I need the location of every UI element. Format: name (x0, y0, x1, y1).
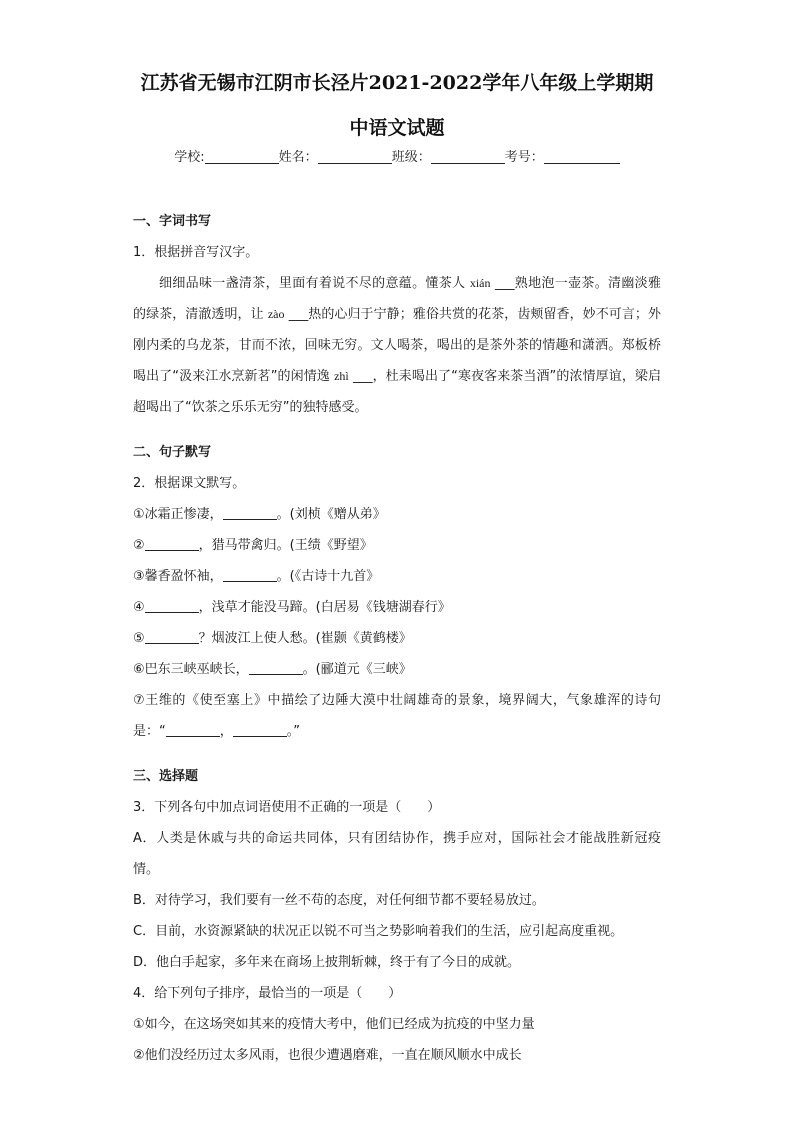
question-4-sentence-2: ②他们没经历过太多风雨，也很少遭遇磨难，一直在顺风顺水中成长 (133, 1048, 522, 1063)
answer-blank[interactable] (145, 598, 199, 613)
passage-text: ___，杜耒喝出了“寒夜客来茶当酒”的浓情厚谊，梁启超喝出了“饮茶之乐乐无穷”的独特感受。 (133, 369, 661, 415)
recite-item-5 (133, 623, 661, 654)
exam-title-line1: 江苏省无锡市江阴市长泾片2021-2022学年八年级上学期期 (140, 72, 654, 94)
item-text: ⑦王维的《使至塞上》中描绘了边陲大漠中壮阔雄奇的景象，境界阔大，气象雄浑的诗句是：“ (133, 693, 661, 739)
recite-item-2 (133, 530, 661, 561)
item-text: 。” (286, 724, 301, 739)
name-label: 姓名： (278, 150, 318, 165)
item-text: ⑤ (133, 631, 145, 646)
question-3-option-a[interactable]: A．人类是休戚与共的命运共同体，只有团结协作，携手应对，国际社会才能战胜新冠疫情。 (133, 831, 661, 877)
recite-item-3 (133, 561, 661, 592)
item-text: ⑥巴东三峡巫峡长， (133, 662, 249, 677)
question-3-stem: 3．下列各句中加点词语使用不正确的一项是（ ） (133, 800, 441, 815)
name-blank[interactable] (318, 149, 392, 164)
question-4-stem: 4．给下列句子排序，最恰当的一项是（ ） (133, 986, 402, 1001)
question-4-sentence-1: ①如今，在这场突如其来的疫情大考中，他们已经成为抗疫的中坚力量 (133, 1017, 535, 1032)
item-text: ② (133, 538, 145, 553)
answer-blank[interactable] (166, 722, 220, 737)
passage-text: ___热的心归于宁静；雅俗共赏的花茶，齿颊留香，妙不可言；外刚内柔的乌龙茶，甘而不浓，回味无穷。文人喝茶，喝出的是茶外茶的情趣和潇洒。郑板桥喝出了“汲来江水烹新茗”的闲情逸 (133, 307, 661, 384)
pinyin-zhi: zhì (334, 369, 349, 383)
item-source: 。(郦道元《三峡》 (302, 662, 412, 677)
pinyin-xian: xián (469, 276, 491, 290)
question-2-stem: 2．根据课文默写。 (133, 476, 246, 491)
number-blank[interactable] (544, 149, 620, 164)
exam-content (133, 206, 661, 1071)
question-3-option-d[interactable]: D．他白手起家，多年来在商场上披荆斩棘，终于有了今日的成就。 (133, 955, 521, 970)
answer-blank[interactable] (249, 660, 303, 675)
recite-item-7 (133, 685, 661, 747)
school-label: 学校: (174, 150, 205, 165)
passage-text: ___熟地泡一壶茶。清幽淡雅的绿茶，清澈透明，让 (133, 276, 661, 322)
recite-item-6 (133, 654, 661, 685)
item-text: ③馨香盈怀袖， (133, 569, 223, 584)
student-info-row (0, 146, 794, 165)
question-1-stem: 1．根据拼音写汉字。 (133, 245, 259, 260)
item-source: 。(《古诗十九首》 (276, 569, 380, 584)
question-3-option-b[interactable]: B．对待学习，我们要有一丝不苟的态度，对任何细节都不要轻易放过。 (133, 893, 545, 908)
question-1-passage (133, 268, 661, 423)
item-source: 。(刘桢《赠从弟》 (276, 507, 386, 522)
item-source: ，猎马带禽归。(王绩《野望》 (198, 538, 373, 553)
item-text: ④ (133, 600, 145, 615)
answer-blank[interactable] (233, 722, 287, 737)
question-3-option-c[interactable]: C．目前，水资源紧缺的状况正以锐不可当之势影响着我们的生活，应引起高度重视。 (133, 924, 624, 939)
item-source: ？烟波江上使人愁。(崔颢《黄鹤楼》 (198, 631, 412, 646)
class-label: 班级： (391, 150, 431, 165)
exam-title-line2: 中语文试题 (349, 117, 445, 139)
answer-blank[interactable] (145, 536, 199, 551)
class-blank[interactable] (431, 149, 505, 164)
recite-item-4 (133, 592, 661, 623)
item-text: ， (219, 724, 233, 739)
item-source: ，浅草才能没马蹄。(白居易《钱塘湖春行》 (198, 600, 451, 615)
passage-text: 细细品味一盏清茶，里面有着说不尽的意蕴。懂茶人 (159, 276, 470, 291)
answer-blank[interactable] (145, 629, 199, 644)
pinyin-zao: zào (267, 307, 285, 321)
answer-blank[interactable] (223, 567, 277, 582)
answer-blank[interactable] (223, 505, 277, 520)
number-label: 考号： (504, 150, 544, 165)
section-heading-1: 一、字词书写 (133, 214, 212, 229)
recite-item-1 (133, 499, 661, 530)
item-text: ①冰霜正惨凄， (133, 507, 223, 522)
section-heading-2: 二、句子默写 (133, 445, 212, 460)
school-blank[interactable] (205, 149, 279, 164)
section-heading-3: 三、选择题 (133, 769, 199, 784)
